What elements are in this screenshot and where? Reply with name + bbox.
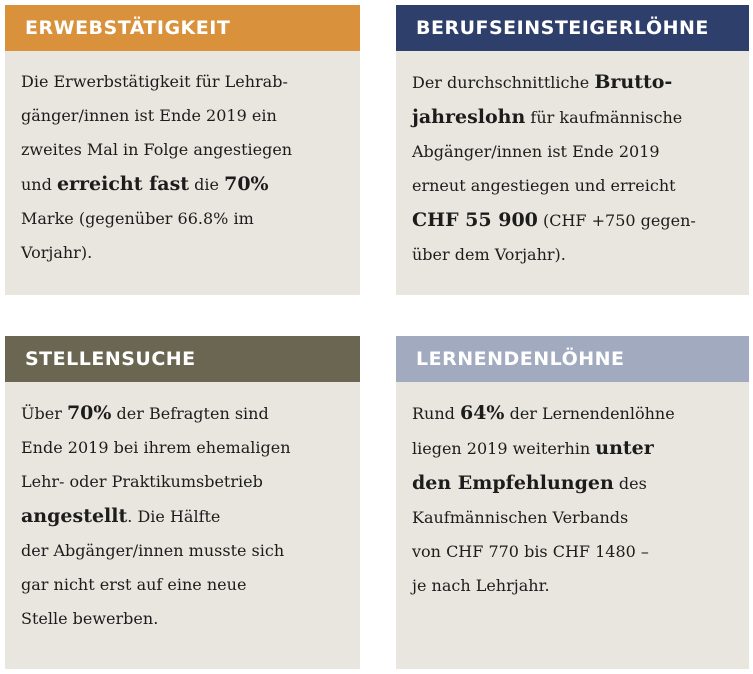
card-text bbox=[5, 51, 360, 270]
card-stellensuche bbox=[5, 336, 360, 669]
text-line: Ende 2019 bei ihrem ehemaligen bbox=[21, 438, 291, 457]
text-line: Vorjahr). bbox=[21, 243, 93, 262]
card-title: BERUFSEINSTEIGERLÖHNE bbox=[396, 5, 749, 51]
card-title: LERNENDENLÖHNE bbox=[396, 336, 749, 382]
card-berufseinsteigerloehne bbox=[396, 5, 749, 295]
text-line: Die Erwerbstätigkeit für Lehrab- bbox=[21, 72, 288, 91]
card-lernendenloehne bbox=[396, 336, 749, 669]
highlight: Brutto- bbox=[594, 71, 673, 93]
text-line: liegen 2019 weiterhin unter bbox=[412, 437, 654, 459]
card-text bbox=[396, 51, 749, 272]
text-line: Kaufmännischen Verbands bbox=[412, 508, 629, 527]
text-line: Abgänger/innen ist Ende 2019 bbox=[412, 142, 660, 161]
card-title: ERWEBSTÄTIGKEIT bbox=[5, 5, 360, 51]
text-line: erneut angestiegen und erreicht bbox=[412, 176, 676, 195]
text-line: Lehr- oder Praktikumsbetrieb bbox=[21, 472, 263, 491]
highlight: angestellt bbox=[21, 505, 128, 527]
text-line: Marke (gegenüber 66.8% im bbox=[21, 209, 254, 228]
card-erwerbstaetigkeit bbox=[5, 5, 360, 295]
highlight: erreicht fast bbox=[56, 173, 190, 195]
highlight: den Empfehlungen bbox=[412, 472, 614, 494]
text-line: angestellt. Die Hälfte bbox=[21, 505, 221, 527]
highlight-value: 70% bbox=[224, 173, 269, 195]
highlight-value: CHF 55 900 bbox=[412, 209, 538, 231]
text-line: zweites Mal in Folge angestiegen bbox=[21, 140, 293, 159]
text-line: von CHF 770 bis CHF 1480 – bbox=[412, 542, 649, 561]
text-line: und erreicht fast die 70% bbox=[21, 173, 269, 195]
text-line: jahreslohn für kaufmännische bbox=[412, 106, 683, 128]
text-line: gar nicht erst auf eine neue bbox=[21, 575, 247, 594]
highlight: unter bbox=[595, 437, 654, 459]
card-text bbox=[5, 382, 360, 636]
highlight-value: 70% bbox=[66, 402, 112, 424]
text-line: Rund 64% der Lernendenlöhne bbox=[412, 402, 675, 424]
text-line: den Empfehlungen des bbox=[412, 472, 647, 494]
text-line: gänger/innen ist Ende 2019 ein bbox=[21, 106, 277, 125]
card-title: STELLENSUCHE bbox=[5, 336, 360, 382]
text-line: der Abgänger/innen musste sich bbox=[21, 541, 285, 560]
text-line: Stelle bewerben. bbox=[21, 609, 159, 628]
text-line: Der durchschnittliche Brutto- bbox=[412, 71, 673, 93]
text-line: je nach Lehrjahr. bbox=[412, 576, 550, 595]
text-line: CHF 55 900 (CHF +750 gegen- bbox=[412, 209, 696, 231]
card-text bbox=[396, 382, 749, 603]
highlight: jahreslohn bbox=[412, 106, 526, 128]
text-line: Über 70% der Befragten sind bbox=[21, 402, 269, 424]
highlight-value: 64% bbox=[459, 402, 505, 424]
text-line: über dem Vorjahr). bbox=[412, 245, 566, 264]
